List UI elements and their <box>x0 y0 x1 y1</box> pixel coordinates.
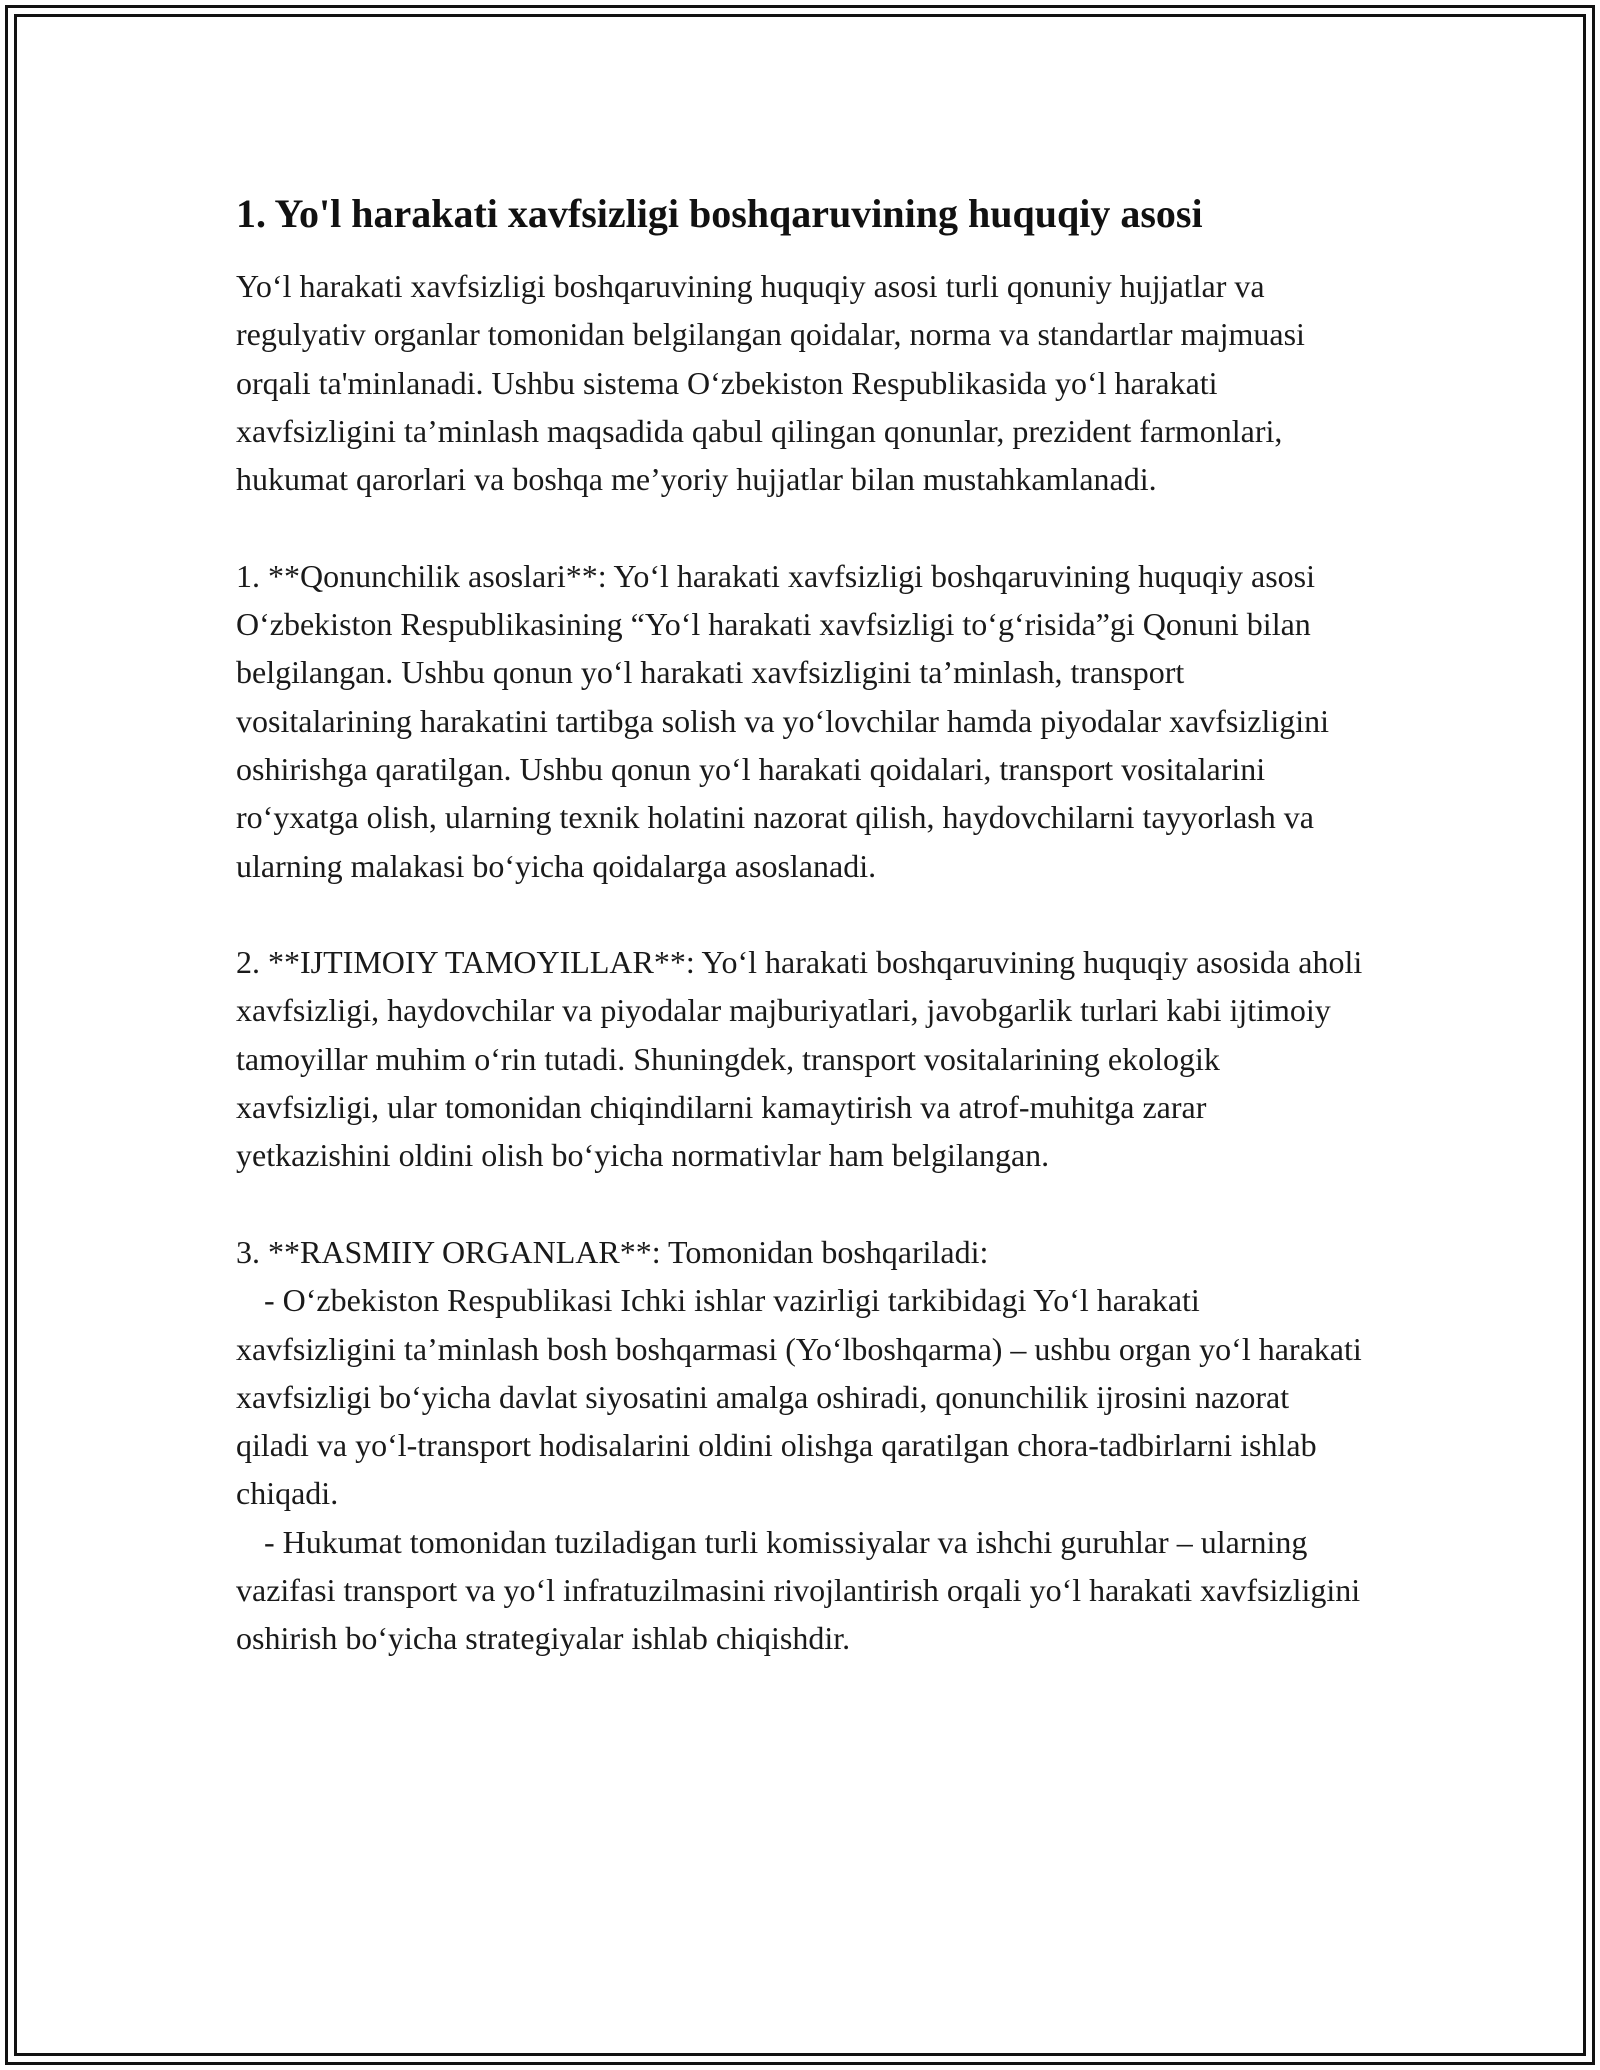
paragraph-gap <box>236 890 1366 938</box>
list-item-social-principles: 2. **IJTIMOIY TAMOYILLAR**: Yo‘l harakati boshqaruvining huquqiy asosida aholi xavfsizligi, haydovchilar va piyodalar majburiyatlari, javobgarlik turlari kabi ijtimoiy tamoyillar muhim o‘rin tutadi. Shuningdek, transport vositalarining ekologik xavfsizligi, ular tomonidan chiqindilarni kamaytirish va atrof-muhitga zarar yetkazishini oldini olish bo‘yicha normativlar ham belgilangan. <box>236 944 1363 1174</box>
document-body <box>236 188 1366 1663</box>
sub-item-interior-ministry <box>236 1276 1366 1517</box>
paragraph-gap <box>236 1180 1366 1228</box>
page-title: 1. Yo'l harakati xavfsizligi boshqaruvining huquqiy asosi <box>236 191 1203 236</box>
intro-paragraph: Yo‘l harakati xavfsizligi boshqaruvining huquqiy asosi turli qonuniy hujjatlar va regulyativ organlar tomonidan belgilangan qoidalar, norma va standartlar majmuasi orqali ta'minlanadi. Ushbu sistema O‘zbekiston Respublikasida yo‘l harakati xavfsizligini ta’minlash maqsadida qabul qilingan qonunlar, prezident farmonlari, hukumat qarorlari va boshqa me’yoriy hujjatlar bilan mustahkamlanadi. <box>236 268 1305 498</box>
list-item-official-bodies: 3. **RASMIIY ORGANLAR**: Tomonidan boshqariladi: <box>236 1233 989 1270</box>
sub-item-government-commissions-text: - Hukumat tomonidan tuziladigan turli komissiyalar va ishchi guruhlar – ularning vazifasi transport va yo‘l infratuzilmasini rivojlantirish orqali yo‘l harakati xavfsizligini oshirish bo‘yicha strategiyalar ishlab chiqishdir. <box>236 1523 1361 1657</box>
list-item-legislation: 1. **Qonunchilik asoslari**: Yo‘l harakati xavfsizligi boshqaruvining huquqiy asosi O‘zbekiston Respublikasining “Yo‘l harakati xavfsizligi to‘g‘risida”gi Qonuni bilan belgilangan. Ushbu qonun yo‘l harakati xavfsizligini ta’minlash, transport vositalarining harakatini tartibga solish va yo‘lovchilar hamda piyodalar xavfsizligini oshirishga qaratilgan. Ushbu qonun yo‘l harakati qoidalari, transport vositalarini ro‘yxatga olish, ularning texnik holatini nazorat qilish, haydovchilarni tayyorlash va ularning malakasi bo‘yicha qoidalarga asoslanadi. <box>236 557 1330 884</box>
sub-item-interior-ministry-text: - O‘zbekiston Respublikasi Ichki ishlar vazirligi tarkibidagi Yo‘l harakati xavfsizligini ta’minlash bosh boshqarmasi (Yo‘lboshqarma) – ushbu organ yo‘l harakati xavfsizligi bo‘yicha davlat siyosatini amalga oshiradi, qonunchilik ijrosini nazorat qiladi va yo‘l-transport hodisalarini oldini olishga qaratilgan chora-tadbirlarni ishlab chiqadi. <box>236 1282 1362 1512</box>
sub-item-government-commissions <box>236 1518 1366 1663</box>
paragraph-gap <box>236 503 1366 551</box>
